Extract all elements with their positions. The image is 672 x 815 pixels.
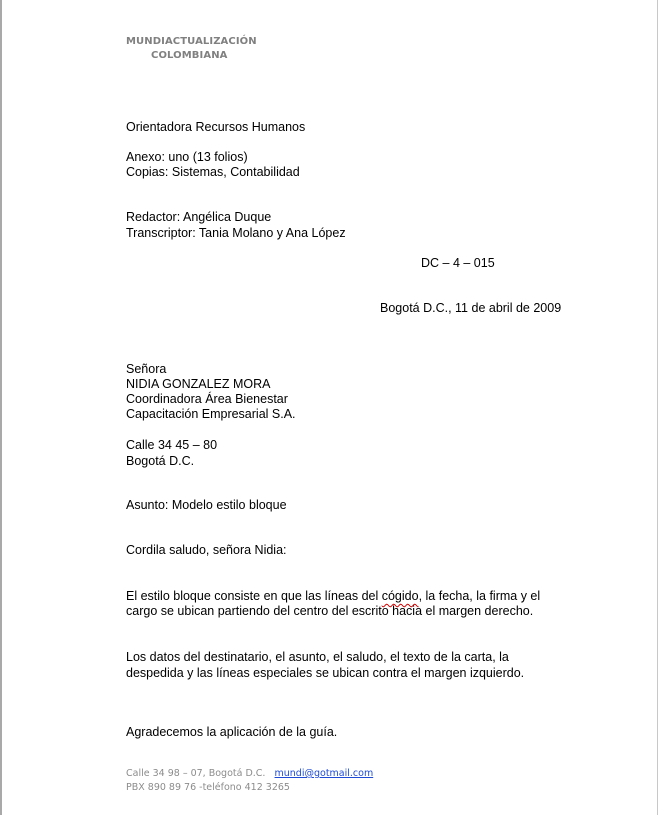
recipient-role: Coordinadora Área Bienestar <box>126 392 288 406</box>
recipient-address: Calle 34 45 – 80 <box>126 438 218 452</box>
closing-line: Agradecemos la aplicación de la guía. <box>126 725 338 739</box>
subject-line: Asunto: Modelo estilo bloque <box>126 498 287 512</box>
recipient-name: NIDIA GONZALEZ MORA <box>126 377 271 391</box>
paragraph-1-text-end: , la fecha, la firma y el <box>418 589 541 603</box>
paragraph-2-line-1: Los datos del destinatario, el asunto, el saludo, el texto de la carta, la <box>126 650 509 664</box>
copies-line: Copias: Sistemas, Contabilidad <box>126 165 300 179</box>
letterhead-line-1: MUNDIACTUALIZACIÓN <box>126 36 257 47</box>
greeting-line: Cordila saludo, señora Nidia: <box>126 543 287 557</box>
footer-address-line <box>126 767 373 781</box>
paragraph-1-line-2: cargo se ubican partiendo del centro del escrito hacia el margen derecho. <box>126 604 534 618</box>
annex-line: Anexo: uno (13 folios) <box>126 150 248 164</box>
recipient-company: Capacitación Empresarial S.A. <box>126 407 296 421</box>
place-date: Bogotá D.C., 11 de abril de 2009 <box>380 301 562 315</box>
page-left-edge <box>0 0 2 815</box>
recipient-title: Señora <box>126 362 167 376</box>
spelling-error-word[interactable]: cógido <box>381 589 419 603</box>
footer-email-link[interactable]: mundi@gotmail.com <box>274 768 374 779</box>
editor-line: Redactor: Angélica Duque <box>126 210 272 224</box>
recipient-city: Bogotá D.C. <box>126 454 195 468</box>
footer-phone: PBX 890 89 76 -teléfono 412 3265 <box>126 782 290 793</box>
transcriber-line: Transcriptor: Tania Molano y Ana López <box>126 226 346 240</box>
page-right-edge <box>657 0 658 815</box>
sender-position: Orientadora Recursos Humanos <box>126 120 306 134</box>
letterhead-line-2: COLOMBIANA <box>151 50 228 61</box>
paragraph-1-text-start: El estilo bloque consiste en que las líneas del <box>126 589 382 603</box>
footer-address: Calle 34 98 – 07, Bogotá D.C. <box>126 768 266 779</box>
paragraph-1-line-1 <box>126 589 540 604</box>
document-code: DC – 4 – 015 <box>421 256 495 270</box>
paragraph-2-line-2: despedida y las líneas especiales se ubican contra el margen izquierdo. <box>126 666 525 680</box>
